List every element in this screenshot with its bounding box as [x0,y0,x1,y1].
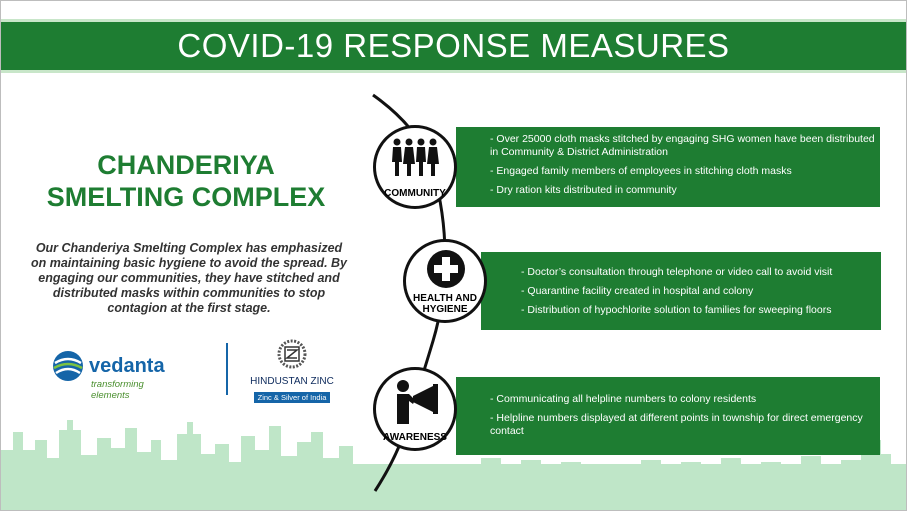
vedanta-tagline: transforming elements [91,379,144,401]
description-text: Our Chanderiya Smelting Complex has emphasized on maintaining basic hygiene to avoid the spread. By engaging our communities, they have stitched and distributed masks within communities to stop contagion at the first stage. [30,241,348,315]
health-item-1: - Doctor’s consultation through telephone or video call to avoid visit [521,266,833,278]
health-panel [481,252,881,330]
health-circle [403,239,487,323]
hz-name: HINDUSTAN ZINC [250,376,334,387]
title-line-1: CHANDERIYA [97,150,275,180]
health-item-3: - Distribution of hypochlorite solution to families for sweeping floors [521,304,832,316]
health-label [406,293,484,315]
health-label-line-2: HYGIENE [422,304,468,315]
awareness-item-1: - Communicating all helpline numbers to colony residents [490,393,757,405]
awareness-item-2: - Helpline numbers displayed at different points in township for direct emergency contact [490,412,863,437]
people-icon [391,138,441,178]
awareness-circle [373,367,457,451]
community-item-2: - Engaged family members of employees in stitching cloth masks [490,165,792,177]
health-item-2: - Quarantine facility created in hospital and colony [521,285,754,297]
page-title: COVID-19 RESPONSE MEASURES [177,27,730,64]
vedanta-name: vedanta [89,355,165,377]
community-item-3: - Dry ration kits distributed in community [490,184,677,196]
community-panel [456,127,880,207]
community-item-1: - Over 25000 cloth masks stitched by engaging SHG women have been distributed in Community & District Administration [490,133,875,158]
hz-tagline: Zinc & Silver of India [254,392,331,403]
awareness-label: AWARENESS [383,432,447,443]
community-label: COMMUNITY [384,188,446,199]
community-circle [373,125,457,209]
health-label-line-1: HEALTH AND [413,293,477,304]
title-line-2: SMELTING COMPLEX [46,182,326,212]
megaphone-icon [393,378,443,426]
medical-cross-icon [425,248,467,290]
awareness-panel [456,377,880,455]
